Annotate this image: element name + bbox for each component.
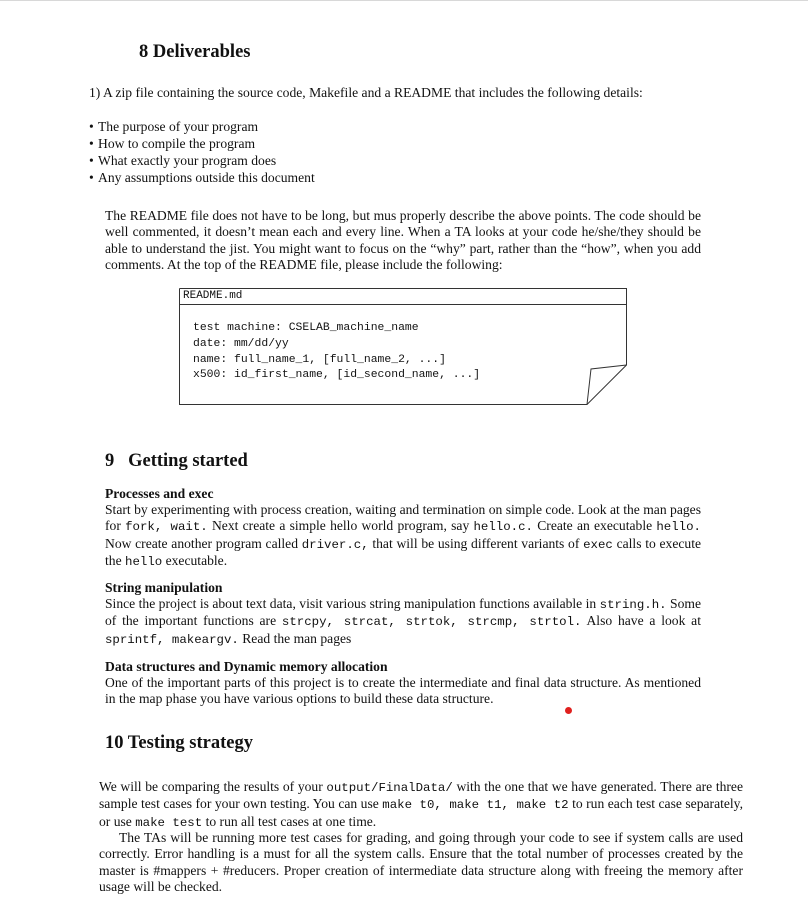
section-9-heading: 9 Getting started [105, 451, 248, 471]
deliverables-intro: 1) A zip file containing the source code, Makefile and a README that includes the following details: [89, 85, 643, 100]
readme-content [193, 321, 480, 384]
red-cursor-dot-icon [565, 707, 572, 714]
testing-paragraph-1: We will be comparing the results of your output/FinalData/ with the one that we have generated. There are three sample test cases for your own testing. You can use make t0, make t1, make t2 to run each test case separately, or use make test to run all test cases at one time. [99, 779, 743, 830]
page-top-border [0, 0, 808, 1]
testing-paragraph-2: The TAs will be running more test cases for grading, and going through your code to see if system calls are used correctly. Error handling is a must for all the system calls. Ensure that the total number of processes created by the master is #mappers + #reducers. Proper creation of intermediate data structure along with freeing the memory after usage will be checked. [99, 830, 743, 894]
section-10-heading: 10 Testing strategy [105, 733, 253, 753]
deliverables-list [89, 118, 489, 186]
readme-filename: README.md [183, 290, 243, 302]
list-item: • What exactly your program does [89, 152, 489, 169]
section-8-heading: 8 Deliverables [139, 42, 251, 62]
list-item: • The purpose of your program [89, 118, 489, 135]
processes-exec-paragraph: Start by experimenting with process creation, waiting and termination on simple code. Look at the man pages for fork, wait. Next create a simple hello world program, say hello.c. Create an executable hello. Now create another program called driver.c, that will be using different variants of exec calls to execute the hello executable. [105, 502, 701, 569]
list-item: • Any assumptions outside this document [89, 169, 489, 186]
readme-line: date: mm/dd/yy [193, 337, 289, 350]
readme-line: name: full_name_1, [full_name_2, ...] [193, 353, 446, 366]
readme-box [179, 288, 627, 405]
data-structures-heading: Data structures and Dynamic memory allocation [105, 659, 388, 674]
readme-line: test machine: CSELAB_machine_name [193, 322, 419, 334]
readme-line: x500: id_first_name, [id_second_name, ...] [193, 369, 481, 382]
string-manipulation-paragraph: Since the project is about text data, visit various string manipulation functions available in string.h. Some of the important functions are strcpy, strcat, strtok, strcmp, strtol. Also have a look at sprintf, makeargv. Read the man pages [105, 596, 701, 647]
string-manipulation-heading: String manipulation [105, 580, 223, 595]
data-structures-paragraph: One of the important parts of this project is to create the intermediate and final data structure. As mentioned in the map phase you have various options to build these data structure. [105, 675, 701, 707]
list-item: • How to compile the program [89, 135, 489, 152]
readme-paragraph: The README file does not have to be long, but mus properly describe the above points. The code should be well commented, it doesn’t mean each and every line. When a TA looks at your code he/she/they should be able to understand the jist. You might want to focus on the “why” part, rather than the “how”, when you add comments. At the top of the README file, please include the following: [105, 208, 701, 272]
processes-exec-heading: Processes and exec [105, 486, 214, 501]
